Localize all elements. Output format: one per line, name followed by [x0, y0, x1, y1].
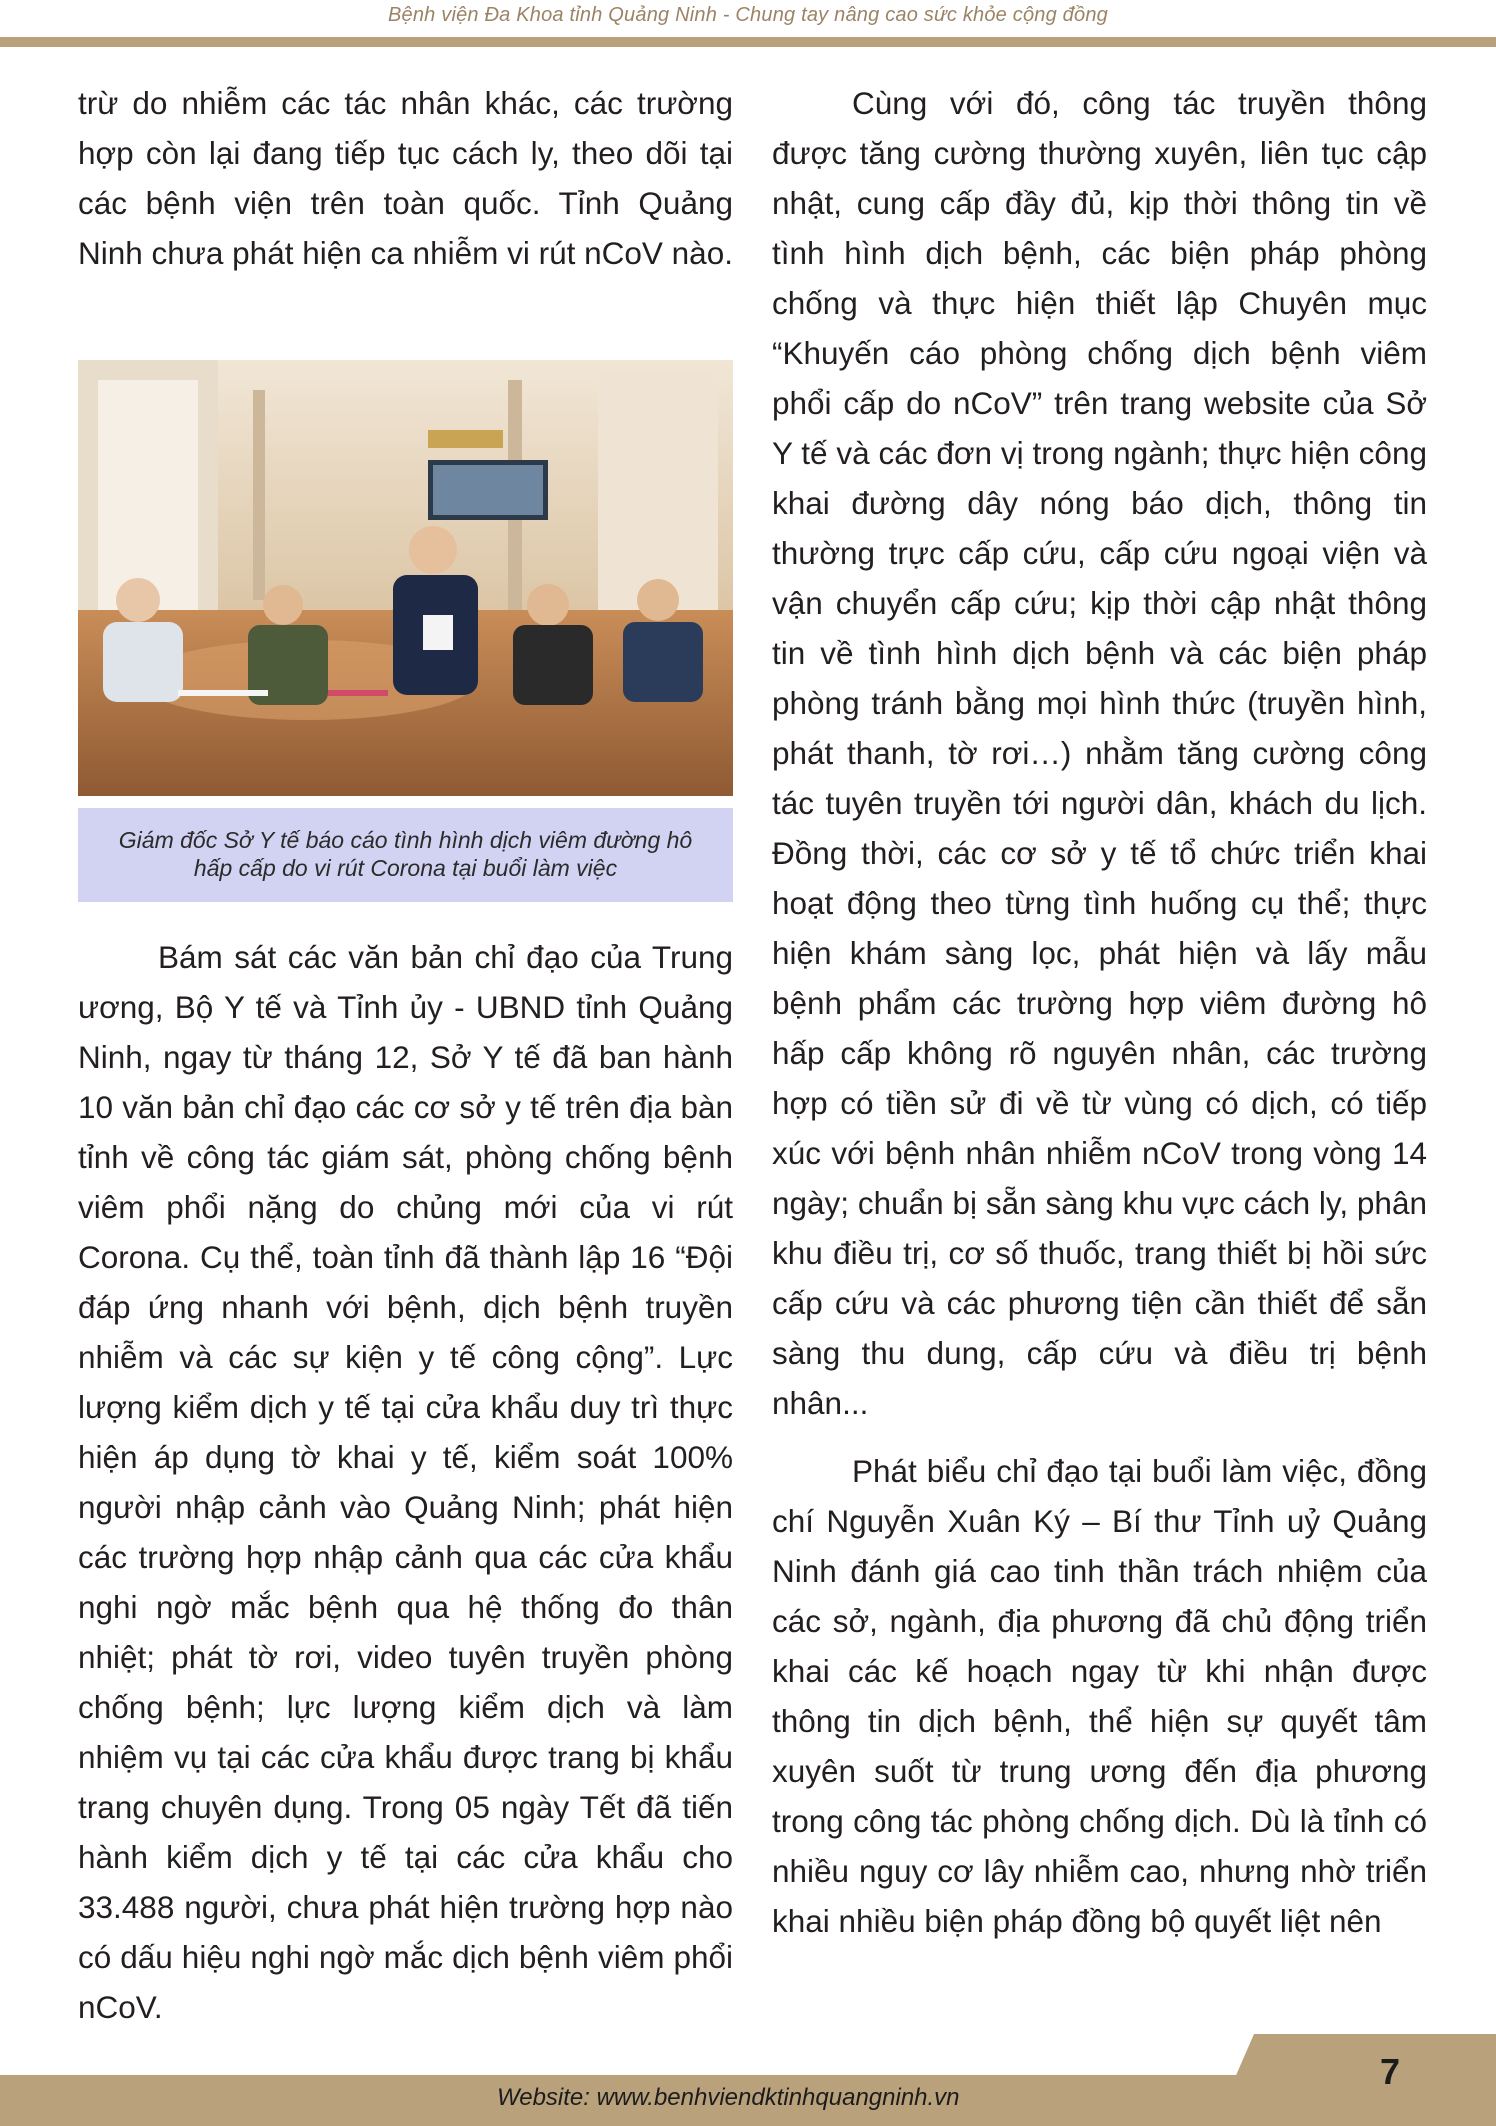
left-column — [78, 78, 733, 278]
page-number: 7 — [1379, 2051, 1401, 2092]
right-column — [772, 78, 1427, 1946]
meeting-photo — [78, 360, 733, 796]
footer-website: Website: www.benhviendktinhquangninh.vn — [497, 2084, 960, 2111]
header-rule — [0, 37, 1496, 47]
right-paragraph-1: Cùng với đó, công tác truyền thông được tăng cường thường xuyên, liên tục cập nhật, cung cấp đầy đủ, kịp thời thông tin về tình hình dịch bệnh, các biện pháp phòng chống và thực hiện thiết lập Chuyên mục “Khuyến cáo phòng chống dịch bệnh viêm phổi cấp do nCoV” trên trang website của Sở Y tế và các đơn vị trong ngành; thực hiện công khai đường dây nóng báo dịch, thông tin thường trực cấp cứu, cấp cứu ngoại viện và vận chuyển cấp cứu; kịp thời cập nhật thông tin về tình hình dịch bệnh và các biện pháp phòng tránh bằng mọi hình thức (truyền hình, phát thanh, tờ rơi…) nhằm tăng cường công tác tuyên truyền tới người dân, khách du lịch. Đồng thời, các cơ sở y tế tổ chức triển khai hoạt động theo từng tình huống cụ thể; thực hiện khám sàng lọc, phát hiện và lấy mẫu bệnh phẩm các trường hợp viêm đường hô hấp cấp không rõ nguyên nhân, các trường hợp có tiền sử đi về từ vùng có dịch, có tiếp xúc với bệnh nhân nhiễm nCoV trong vòng 14 ngày; chuẩn bị sẵn sàng khu vực cách ly, phân khu điều trị, cơ số thuốc, trang thiết bị hồi sức cấp cứu và các phương tiện cần thiết để sẵn sàng thu dung, cấp cứu và điều trị bệnh nhân... — [772, 85, 1427, 1421]
right-paragraph-2: Phát biểu chỉ đạo tại buổi làm việc, đồng chí Nguyễn Xuân Ký – Bí thư Tỉnh uỷ Quảng Ninh đánh giá cao tinh thần trách nhiệm của các sở, ngành, địa phương đã chủ động triển khai các kế hoạch ngay từ khi nhận được thông tin dịch bệnh, thể hiện sự quyết tâm xuyên suốt từ trung ương đến địa phương trong công tác phòng chống dịch. Dù là tỉnh có nhiều nguy cơ lây nhiễm cao, nhưng nhờ triển khai nhiều biện pháp đồng bộ quyết liệt nên — [772, 1453, 1427, 1939]
left-paragraph-2: Bám sát các văn bản chỉ đạo của Trung ương, Bộ Y tế và Tỉnh ủy - UBND tỉnh Quảng Ninh, ngay từ tháng 12, Sở Y tế đã ban hành 10 văn bản chỉ đạo các cơ sở y tế trên địa bàn tỉnh về công tác giám sát, phòng chống bệnh viêm phổi nặng do chủng mới của vi rút Corona. Cụ thể, toàn tỉnh đã thành lập 16 “Đội đáp ứng nhanh với bệnh, dịch bệnh truyền nhiễm và các sự kiện y tế công cộng”. Lực lượng kiểm dịch y tế tại cửa khẩu duy trì thực hiện áp dụng tờ khai y tế, kiểm soát 100% người nhập cảnh vào Quảng Ninh; phát hiện các trường hợp nhập cảnh qua các cửa khẩu nghi ngờ mắc bệnh qua hệ thống đo thân nhiệt; phát tờ rơi, video tuyên truyền phòng chống bệnh; lực lượng kiểm dịch và làm nhiệm vụ tại các cửa khẩu được trang bị khẩu trang chuyên dụng. Trong 05 ngày Tết đã tiến hành kiểm dịch y tế tại các cửa khẩu cho 33.488 người, chưa phát hiện trường hợp nào có dấu hiệu nghi ngờ mắc dịch bệnh viêm phổi nCoV. — [78, 939, 733, 2025]
left-bottom-section — [78, 932, 733, 2032]
left-top-paragraph: trừ do nhiễm các tác nhân khác, các trường hợp còn lại đang tiếp tục cách ly, theo dõi tại các bệnh viện trên toàn quốc. Tỉnh Quảng Ninh chưa phát hiện ca nhiễm vi rút nCoV nào. — [78, 85, 733, 271]
page-header-title: Bệnh viện Đa Khoa tỉnh Quảng Ninh - Chung tay nâng cao sức khỏe cộng đồng — [388, 4, 1108, 26]
photo-caption: Giám đốc Sở Y tế báo cáo tình hình dịch viêm đường hô hấp cấp do vi rút Corona tại buổi làm việc — [78, 808, 733, 902]
